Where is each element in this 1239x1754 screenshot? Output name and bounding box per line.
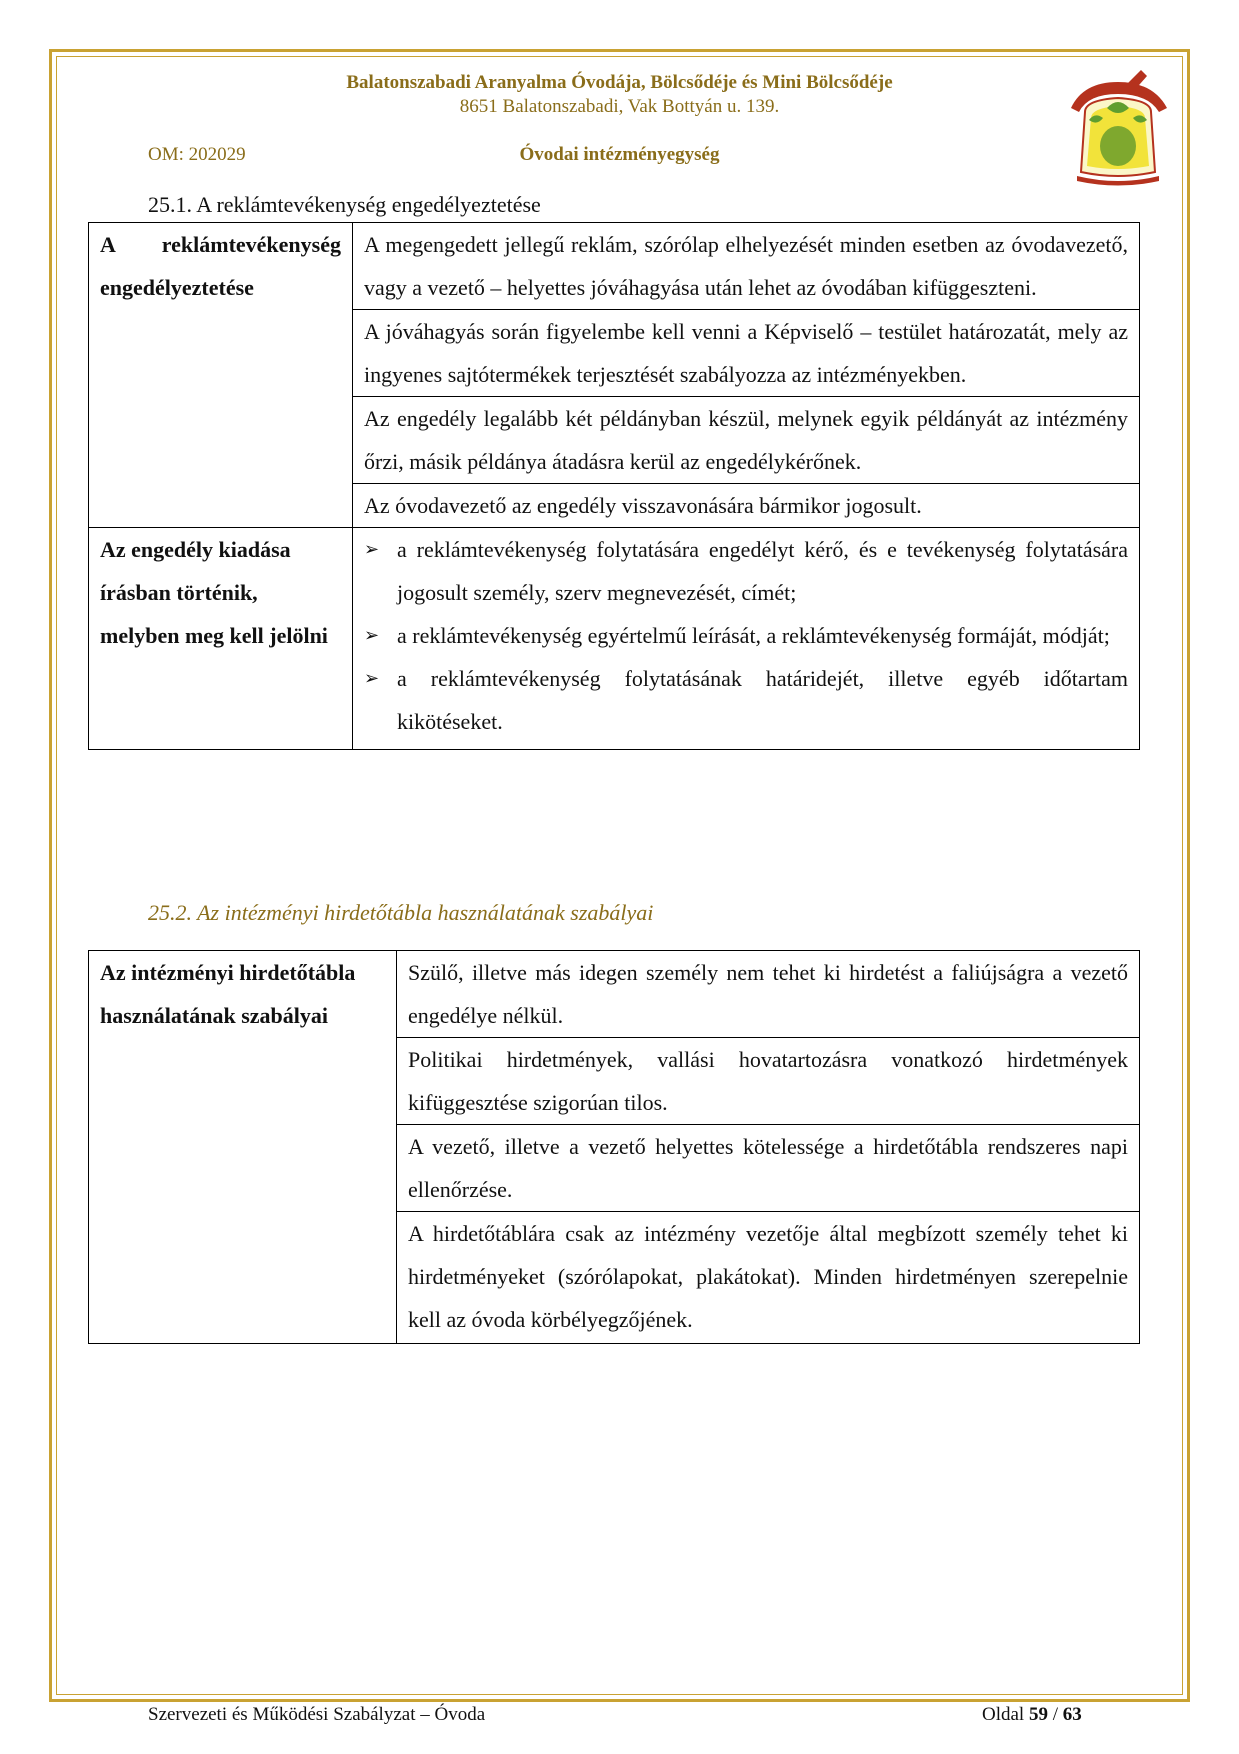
- permit-requirements-list: [364, 528, 1128, 743]
- table-cell: A vezető, illetve a vezető helyettes kötelessége a hirdetőtábla rendszeres napi ellenőrzése.: [397, 1125, 1140, 1212]
- om-code: OM: 202029: [148, 144, 246, 165]
- section-heading-25-1: 25.1. A reklámtevékenység engedélyeztetése: [148, 192, 541, 217]
- advertising-permit-table: [88, 222, 1140, 750]
- list-item: ➢ a reklámtevékenység folytatásának határidejét, illetve egyéb időtartam kikötéseket.: [364, 657, 1128, 743]
- unit-name: Óvodai intézményegység: [519, 144, 720, 165]
- table-row: [89, 223, 1140, 310]
- arrow-bullet-icon: ➢: [364, 668, 380, 689]
- arrow-bullet-icon: ➢: [364, 625, 380, 646]
- footer-document-title: Szervezeti és Működési Szabályzat – Óvoda: [148, 1704, 486, 1725]
- row-label: Az engedély kiadása írásban történik, melyben meg kell jelölni: [89, 528, 353, 750]
- table-cell: Politikai hirdetmények, vallási hovatartozásra vonatkozó hirdetmények kifüggesztése szigorúan tilos.: [397, 1038, 1140, 1125]
- section-heading-25-2: 25.2. Az intézményi hirdetőtábla használatának szabályai: [148, 900, 654, 925]
- table-row: [89, 528, 1140, 750]
- table-cell: A jóváhagyás során figyelembe kell venni a Képviselő – testület határozatát, mely az ingyenes sajtótermékek terjesztését szabályozza az intézményekben.: [353, 310, 1140, 397]
- table-cell: A megengedett jellegű reklám, szórólap elhelyezését minden esetben az óvodavezető, vagy a vezető – helyettes jóváhagyása után lehet az óvodában kifüggeszteni.: [353, 223, 1140, 310]
- list-item: ➢ a reklámtevékenység egyértelmű leírását, a reklámtevékenység formáját, módját;: [364, 614, 1128, 657]
- row-label: A reklámtevékenység engedélyeztetése: [89, 223, 353, 528]
- institution-address: 8651 Balatonszabadi, Vak Bottyán u. 139.: [459, 96, 780, 117]
- footer-page-number: Oldal 59 / 63: [982, 1704, 1082, 1725]
- arrow-bullet-icon: ➢: [364, 539, 380, 560]
- table-cell: [353, 528, 1140, 750]
- table-cell: Szülő, illetve más idegen személy nem tehet ki hirdetést a faliújságra a vezető engedélye nélkül.: [397, 951, 1140, 1038]
- notice-board-rules-table: [88, 950, 1140, 1344]
- kindergarten-logo-icon: [1063, 68, 1173, 186]
- table-cell: Az engedély legalább két példányban készül, melynek egyik példányát az intézmény őrzi, másik példánya átadásra kerül az engedélykérőnek.: [353, 397, 1140, 484]
- table-cell: A hirdetőtáblára csak az intézmény vezetője által megbízott személy tehet ki hirdetményeket (szórólapokat, plakátokat). Minden hirdetményen szerepelnie kell az óvoda körbélyegzőjének.: [397, 1212, 1140, 1344]
- row-label: Az intézményi hirdetőtábla használatának szabályai: [89, 951, 397, 1344]
- list-item: ➢ a reklámtevékenység folytatására engedélyt kérő, és e tevékenység folytatására jogosult személy, szerv megnevezését, címét;: [364, 528, 1128, 614]
- institution-name: Balatonszabadi Aranyalma Óvodája, Bölcsődéje és Mini Bölcsődéje: [346, 72, 893, 93]
- table-row: [89, 951, 1140, 1038]
- table-cell: Az óvodavezető az engedély visszavonására bármikor jogosult.: [353, 484, 1140, 528]
